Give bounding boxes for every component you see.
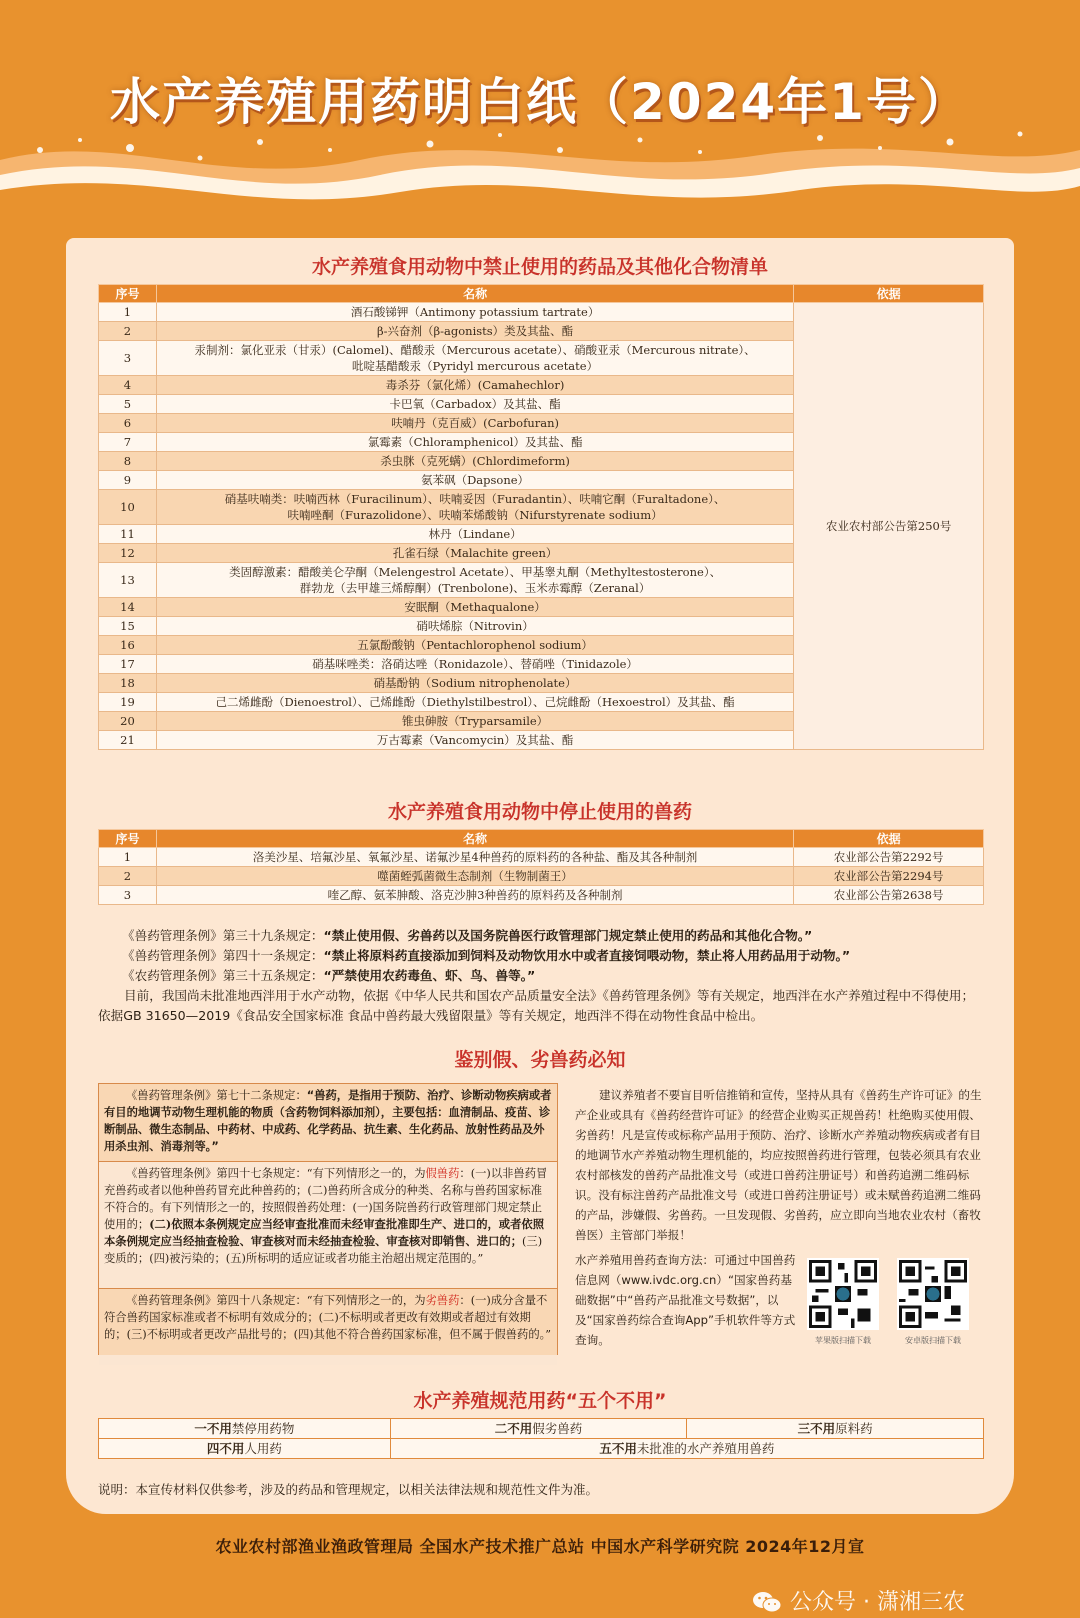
table-row: 13 类固醇激素：醋酸美仑孕酮（Melengestrol Acetate）、甲基睾丸酮（Methyltestosterone）、 群勃龙（去甲雄三烯醇酮）(Trenbolone)、玉米赤霉醇（Zeranal） xyxy=(99,563,984,598)
table-row: 9 氨苯砜（Dapsone） xyxy=(99,471,984,490)
section1-title: 水产养殖食用动物中禁止使用的药品及其他化合物清单 xyxy=(311,256,768,278)
wechat-icon xyxy=(752,1591,782,1613)
table-row: 2 β-兴奋剂（β-agonists）类及其盐、酯 xyxy=(99,322,984,341)
qr-code-ios[interactable] xyxy=(807,1258,879,1330)
rule-4: 四不用人用药 xyxy=(99,1439,391,1459)
header-basis: 依据 xyxy=(794,285,984,303)
banned-drugs-table xyxy=(98,284,984,750)
header-name: 名称 xyxy=(156,830,793,848)
article-48: 《兽药管理条例》第四十八条规定：“有下列情形之一的，为劣兽药：(一)成分含量不符合兽药国家标准或者不标明有效成分的；(二)不标明或者更改有效期或者超过有效期的；(三)不标明或者更改产品批号的；(四)其他不符合兽药国家标准，但不属于假兽药的。” xyxy=(99,1288,557,1355)
table-row: 11 林丹（Lindane） xyxy=(99,525,984,544)
table-row: 5 卡巴氧（Carbadox）及其盐、酯 xyxy=(99,395,984,414)
table-row: 1 洛美沙星、培氟沙星、氧氟沙星、诺氟沙星4种兽药的原料药的各种盐、酯及其各种制剂 农业部公告第2292号 xyxy=(99,848,984,867)
table-row: 18 硝基酚钠（Sodium nitrophenolate） xyxy=(99,674,984,693)
table-row: 7 氯霉素（Chloramphenicol）及其盐、酯 xyxy=(99,433,984,452)
section2-title: 水产养殖食用动物中停止使用的兽药 xyxy=(387,801,692,823)
regulation-41: 《兽药管理条例》第四十一条规定：“禁止将原料药直接添加到饲料及动物饮用水中或者直接饲喂动物，禁止将人用药品用于动物。” xyxy=(122,948,851,963)
section3-title: 鉴别假、劣兽药必知 xyxy=(454,1049,626,1071)
rule-3: 三不用原料药 xyxy=(687,1419,984,1439)
table-row: 8 杀虫脒（克死螨）(Chlordimeform) xyxy=(99,452,984,471)
table-row: 6 呋喃丹（克百威）(Carbofuran) xyxy=(99,414,984,433)
table-row: 15 硝呋烯腙（Nitrovin） xyxy=(99,617,984,636)
header-banner xyxy=(0,0,1080,230)
header-no: 序号 xyxy=(99,285,157,303)
table-row: 20 锥虫砷胺（Tryparsamile） xyxy=(99,712,984,731)
disclaimer-note: 说明：本宣传材料仅供参考，涉及的药品和管理规定，以相关法律法规和规范性文件为准。 xyxy=(98,1482,599,1497)
regulation-box xyxy=(98,1083,558,1355)
table-row: 21 万古霉素（Vancomycin）及其盐、酯 xyxy=(99,731,984,750)
header-no: 序号 xyxy=(99,830,157,848)
regulation-39: 《兽药管理条例》第三十九条规定：“禁止使用假、劣兽药以及国务院兽医行政管理部门规定禁止使用的药品和其他化合物。” xyxy=(122,928,813,943)
basis-cell: 农业农村部公告第250号 xyxy=(794,303,984,750)
table-row: 3 喹乙醇、氨苯胂酸、洛克沙胂3种兽药的原料药及各种制剂 农业部公告第2638号 xyxy=(99,886,984,905)
rule-1: 一不用禁停用药物 xyxy=(99,1419,391,1439)
table-row: 1 酒石酸锑钾（Antimony potassium tartrate） 农业农村部公告第250号 xyxy=(99,303,984,322)
diazepam-paragraph: 目前，我国尚未批准地西泮用于水产动物，依据《中华人民共和国农产品质量安全法》《兽药管理条例》等有关规定，地西泮在水产养殖过程中不得使用；依据GB 31650—2019《食品安全国家标准 食品中兽药最大残留限量》等有关规定，地西泮不得在动物性食品中检出。 xyxy=(98,988,975,1023)
table-row: 19 己二烯雌酚（Dienoestrol）、己烯雌酚（Diethylstilbestrol）、己烷雌酚（Hexoestrol）及其盐、酯 xyxy=(99,693,984,712)
rule-5: 五不用未批准的水产养殖用兽药 xyxy=(390,1439,983,1459)
table-row: 10 硝基呋喃类：呋喃西林（Furacilinum）、呋喃妥因（Furadantin）、呋喃它酮（Furaltadone）、 呋喃唑酮（Furazolidone）、呋喃苯烯酸钠（Nifurstyrenate sodium） xyxy=(99,490,984,525)
qr-caption-android: 安卓版扫描下载 xyxy=(905,1336,961,1345)
table-row: 16 五氯酚酸钠（Pentachlorophenol sodium） xyxy=(99,636,984,655)
table-row: 14 安眠酮（Methaqualone） xyxy=(99,598,984,617)
qr-caption-ios: 苹果版扫描下载 xyxy=(815,1336,871,1345)
table-row: 17 硝基咪唑类：洛硝达唑（Ronidazole）、替硝唑（Tinidazole） xyxy=(99,655,984,674)
section4-title: 水产养殖规范用药“五个不用” xyxy=(413,1390,667,1412)
qr-code-android[interactable] xyxy=(897,1258,969,1330)
query-paragraph: 水产养殖用兽药查询方法：可通过中国兽药信息网（www.ivdc.org.cn）“国家兽药基础数据”中“兽药产品批准文号数据”，以及“国家兽药综合查询App”手机软件等方式查询。 xyxy=(575,1253,796,1347)
wechat-watermark: 公众号 · 潇湘三农 xyxy=(752,1585,965,1616)
rule-2: 二不用假劣兽药 xyxy=(390,1419,687,1439)
page-title: 水产养殖用药明白纸（2024年1号） xyxy=(110,73,970,131)
wave-decoration xyxy=(0,120,1080,230)
regulation-35: 《农药管理条例》第三十五条规定：“严禁使用农药毒鱼、虾、鸟、兽等。” xyxy=(122,968,536,983)
suspended-drugs-table xyxy=(98,829,984,905)
table-row: 3 汞制剂：氯化亚汞（甘汞）(Calomel)、醋酸汞（Mercurous acetate）、硝酸亚汞（Mercurous nitrate）、 吡啶基醋酸汞（Pyridyl mercurous acetate） xyxy=(99,341,984,376)
table-row: 4 毒杀芬（氯化烯）(Camahechlor) xyxy=(99,376,984,395)
article-72: 《兽药管理条例》第七十二条规定：“兽药，是指用于预防、治疗、诊断动物疾病或者有目的地调节动物生理机能的物质（含药物饲料添加剂），主要包括：血清制品、疫苗、诊断制品、微生态制品、中药材、中成药、化学药品、抗生素、生化药品、放射性药品及外用杀虫剂、消毒剂等。” xyxy=(99,1084,557,1160)
header-basis: 依据 xyxy=(794,830,984,848)
advice-paragraph: 建议养殖者不要盲目听信推销和宣传，坚持从具有《兽药生产许可证》的生产企业或具有《兽药经营许可证》的经营企业购买正规兽药！杜绝购买使用假、劣兽药！凡是宣传或标称产品用于预防、治疗、诊断水产养殖动物疾病或者有目的地调节水产养殖动物生理机能的，均应按照兽药进行管理，包装必须具有农业农村部核发的兽药产品批准文号（或进口兽药注册证号）和兽药追溯二维码标识。没有标注兽药产品批准文号（或进口兽药注册证号）或未赋兽药追溯二维码的产品，涉嫌假、劣兽药。一旦发现假、劣兽药，应立即向当地农业农村（畜牧兽医）主管部门举报！ xyxy=(575,1088,982,1242)
table-row: 2 噬菌蛭弧菌微生态制剂（生物制菌王） 农业部公告第2294号 xyxy=(99,867,984,886)
header-name: 名称 xyxy=(156,285,793,303)
article-47: 《兽药管理条例》第四十七条规定：“有下列情形之一的，为假兽药：(一)以非兽药冒充兽药或者以他种兽药冒充此种兽药的；(二)兽药所含成分的种类、名称与兽药国家标准不符合的。有下列情形之一的，按照假兽药处理：(一)国务院兽药行政管理部门规定禁止使用的；(二)依照本条例规定应当经审查批准而未经审查批准即生产、进口的，或者依照本条例规定应当经抽查检验、审查核对而未经抽查检验、审查核对即销售、进口的；(三)变质的；(四)被污染的；(五)所标明的适应证或者功能主治超出规定范围的。” xyxy=(99,1161,557,1365)
five-nots-table xyxy=(98,1418,984,1459)
footer-issuers: 农业农村部渔业渔政管理局 全国水产技术推广总站 中国水产科学研究院 2024年12月宣 xyxy=(215,1537,865,1556)
table-row: 12 孔雀石绿（Malachite green） xyxy=(99,544,984,563)
